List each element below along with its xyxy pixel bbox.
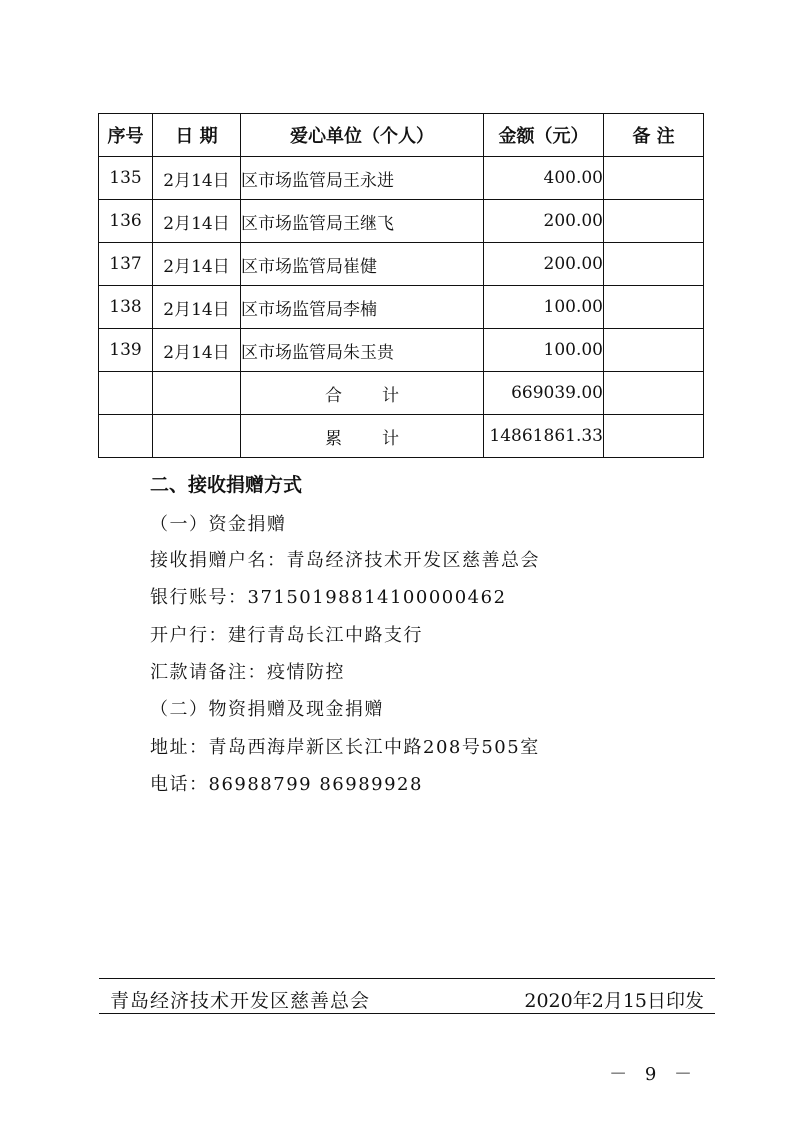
- cumulative-row: [99, 415, 704, 458]
- footer-issue-date: 2020年2月15日印发: [524, 990, 704, 1012]
- table-row: [99, 286, 704, 329]
- cumulative-label-b: 计: [382, 428, 399, 449]
- subtotal-amount: 669039.00: [484, 372, 604, 415]
- cumulative-empty-seq: [99, 415, 153, 458]
- subtotal-note: [604, 372, 704, 415]
- row-donor: 区市场监管局王继飞: [241, 200, 484, 243]
- row-amount: 400.00: [484, 157, 604, 200]
- row-donor: 区市场监管局李楠: [241, 286, 484, 329]
- table-row: [99, 329, 704, 372]
- bank-branch-line: 开户行：建行青岛长江中路支行: [150, 625, 423, 646]
- row-seq: 136: [99, 200, 153, 243]
- subtotal-empty-date: [153, 372, 241, 415]
- row-seq: 139: [99, 329, 153, 372]
- footer-organization: 青岛经济技术开发区慈善总会: [110, 990, 371, 1012]
- row-seq: 138: [99, 286, 153, 329]
- row-date: 2月14日: [153, 329, 241, 372]
- phone-line: 电话：86988799 86989928: [150, 774, 423, 795]
- row-amount: 100.00: [484, 286, 604, 329]
- row-note: [604, 329, 704, 372]
- subtotal-label-b: 计: [382, 385, 399, 406]
- bank-account-line: 银行账号：37150198814100000462: [150, 587, 507, 608]
- row-donor: 区市场监管局朱玉贵: [241, 329, 484, 372]
- section-heading: 二、接收捐赠方式: [150, 474, 303, 496]
- cumulative-label-a: 累: [325, 428, 342, 449]
- subtotal-empty-seq: [99, 372, 153, 415]
- table-row: [99, 200, 704, 243]
- goods-donation-subheading: （二）物资捐赠及现金捐赠: [150, 699, 384, 720]
- row-note: [604, 286, 704, 329]
- cumulative-empty-date: [153, 415, 241, 458]
- cumulative-note: [604, 415, 704, 458]
- row-date: 2月14日: [153, 286, 241, 329]
- row-seq: 135: [99, 157, 153, 200]
- footer-divider-bottom: [99, 1013, 715, 1014]
- account-name-line: 接收捐赠户名：青岛经济技术开发区慈善总会: [150, 550, 540, 571]
- row-amount: 200.00: [484, 243, 604, 286]
- header-amount: 金额（元）: [484, 114, 604, 157]
- row-donor: 区市场监管局崔健: [241, 243, 484, 286]
- footer-divider-top: [99, 978, 715, 979]
- header-date: 日 期: [153, 114, 241, 157]
- row-note: [604, 157, 704, 200]
- header-seq: 序号: [99, 114, 153, 157]
- cash-donation-subheading: （一）资金捐赠: [150, 514, 287, 535]
- donation-table: [98, 113, 704, 458]
- row-amount: 100.00: [484, 329, 604, 372]
- table-row: [99, 157, 704, 200]
- table-row: [99, 243, 704, 286]
- table-header-row: [99, 114, 704, 157]
- row-date: 2月14日: [153, 157, 241, 200]
- subtotal-row: [99, 372, 704, 415]
- subtotal-label-a: 合: [325, 385, 342, 406]
- row-note: [604, 243, 704, 286]
- remittance-note-line: 汇款请备注：疫情防控: [150, 662, 345, 683]
- header-donor: 爱心单位（个人）: [241, 114, 484, 157]
- cumulative-amount: 14861861.33: [484, 415, 604, 458]
- address-line: 地址：青岛西海岸新区长江中路208号505室: [150, 737, 540, 758]
- subtotal-label: [241, 372, 484, 415]
- row-amount: 200.00: [484, 200, 604, 243]
- page-number: － 9 －: [609, 1064, 698, 1085]
- row-date: 2月14日: [153, 200, 241, 243]
- header-note: 备 注: [604, 114, 704, 157]
- row-date: 2月14日: [153, 243, 241, 286]
- row-note: [604, 200, 704, 243]
- row-donor: 区市场监管局王永进: [241, 157, 484, 200]
- row-seq: 137: [99, 243, 153, 286]
- cumulative-label: [241, 415, 484, 458]
